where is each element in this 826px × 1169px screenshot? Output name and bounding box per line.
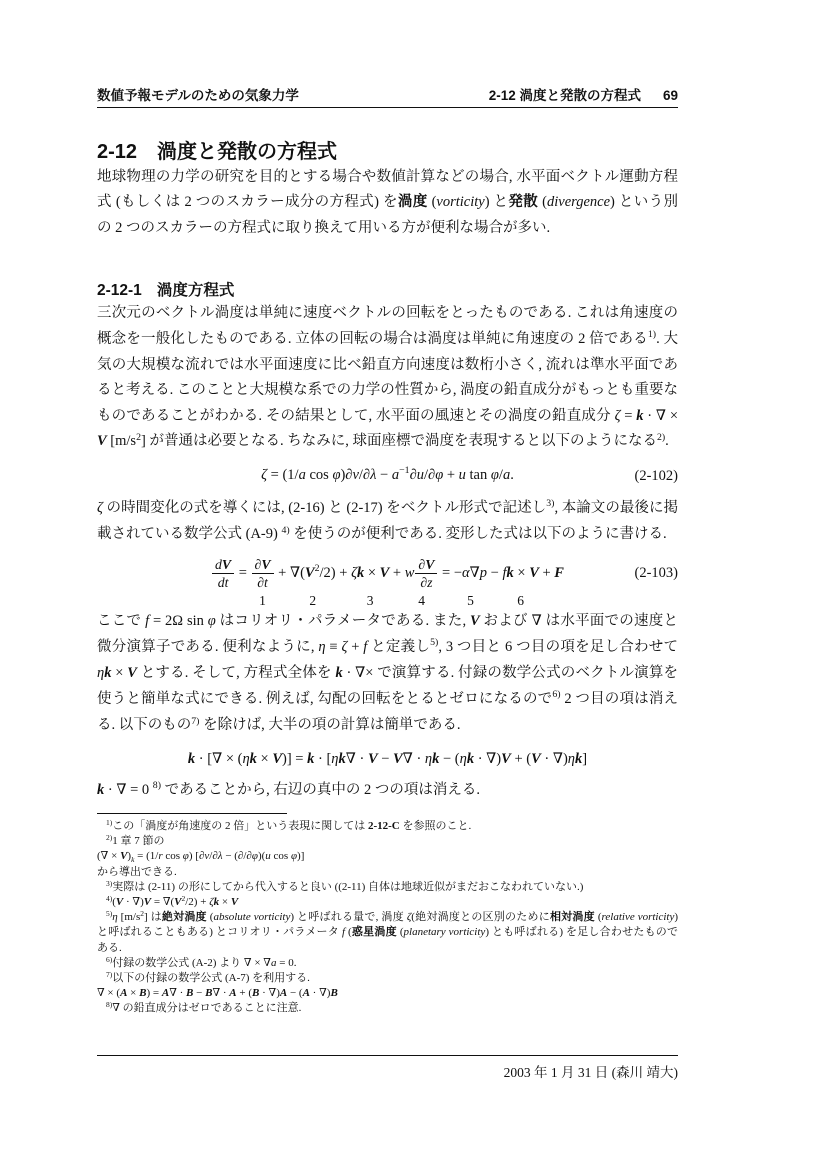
equation-term: − α ∇ p 5 xyxy=(453,564,488,609)
section-title xyxy=(97,139,678,165)
footnote-2-continuation: から導出できる. xyxy=(97,865,177,878)
equation-term: + xyxy=(389,564,405,581)
equation-2-102 xyxy=(97,463,678,489)
footnote-7: $^{7)}$以下の付録の数学公式 (A-7) を利用する. xyxy=(106,969,310,984)
footnote-6: $^{6)}$付録の数学公式 (A-2) より ∇ × ∇a = 0. xyxy=(106,954,297,969)
equation-term: + xyxy=(538,564,555,581)
paragraph-vorticity-concept: 三次元のベクトル渦度は単純に速度ベクトルの回転をとったものである. これは角速度の概念を一般化したものである. 立体の回転の場合は渦度は単純に角速度の 2 倍である$^{1)}$. 大気の大規模な流れでは水平面速度に比べ鉛直方向速度は数桁小さく, 流れは準水平面であると考える. このことと大規模な系での力学の性質から, 渦度の鉛直成分がもっとも重要なものであることがわかる. その結果として, 水平面の風速とその渦度の鉛直成分 ζ = k · ∇ × V $[m/s^2]$ が普通は必要となる. ちなみに, 球面座標で渦度を表現すると以下のようになる$^{2)}$. xyxy=(97,305,679,450)
running-head-section: 2-12 渦度と発散の方程式 xyxy=(488,88,641,103)
equation-2-102-body: ζ = (1/a $\cos \varphi)\partial v/\partial\lambda - a^{-1}\partial u/\partial\varphi + u$ tan φ/a. xyxy=(261,465,514,483)
equation-term: = xyxy=(438,564,454,581)
footnote-7-equation: ∇ × (A × B) = A∇ · B − B∇ · A + (B · ∇)A − (A · ∇)B xyxy=(97,987,338,1000)
equation-2-102-tag: (2-102) xyxy=(634,467,678,484)
paragraph-coriolis: ここで f = 2Ω sin φ はコリオリ・パラメータである. また, V および ∇ は水平面での速度と微分演算子である. 便利なように, η ≡ ζ + f と定義し$^{5)}$, 3 つ目と 6 つ目の項を足し合わせて ηk × V とする. そして, 方程式全体を k · ∇× で演算する. 付録の数学公式のベクトル演算を使うと簡単な式にできる. 例えば, 勾配の回転をとるとゼロになるので$^{6)}$ 2 つ目の項は消える. 以下のもの$^{7)}$ を除けば, 大半の項の計算は簡単である. xyxy=(97,613,679,734)
term-number: 5 xyxy=(467,593,474,609)
paragraph-intro: 地球物理の力学の研究を目的とする場合や数値計算などの場合, 水平面ベクトル運動方程式 (もしくは 2 つのスカラー成分の方程式) を渦度 (vorticity) と発散 (divergence) という別の 2 つのスカラーの方程式に取り換えて用いる方が便利な場合が多い. xyxy=(97,169,678,236)
footnote-5: $^{5)}$η $[m/s^2]$ は絶対渦度 (absolute vorticity) と呼ばれる量で, 渦度 ζ(絶対渦度との区別のために相対渦度 (relative vorticity) と呼ばれることもある) とコリオリ・パラメータ f (惑星渦度 (planetary vorticity) とも呼ばれる) を足し合わせたものである. xyxy=(97,909,679,954)
note-terms-vanish: k · ∇ = 0 $^{8)}$ であることから, 右辺の真中の 2 つの項は消える. xyxy=(97,780,480,798)
footnote-4: $^{4)}(V \cdot \nabla)V = \nabla(V^2/2) + \zeta k \times V$ xyxy=(106,893,239,908)
running-head-right xyxy=(489,88,678,103)
equation-term: ζ k × V 3 xyxy=(351,564,390,609)
footer-rule xyxy=(97,1055,678,1056)
footnote-2: $^{2)}$1 章 7 節の xyxy=(106,833,165,848)
equation-term: + xyxy=(274,564,290,581)
footnotes xyxy=(97,819,678,1017)
footer-date: 2003 年 1 月 31 日 (森川 靖大) xyxy=(503,1065,678,1080)
equation-term: $\frac{\partial V}{\partial t}$ 1 xyxy=(251,554,275,609)
term-number: 4 xyxy=(418,593,425,609)
section-number: 2-12 xyxy=(97,141,138,163)
running-header xyxy=(97,88,678,103)
term-number: 3 xyxy=(366,593,374,609)
text-column xyxy=(97,0,678,1017)
section-title-text: 渦度と発散の方程式 xyxy=(157,141,338,163)
subsection-number: 2-12-1 xyxy=(97,282,142,300)
equation-2-103 xyxy=(97,554,678,609)
term-number: 1 xyxy=(259,593,266,609)
footnote-1: $^{1)}$この「渦度が角速度の 2 倍」という表現に関しては 2-12-C を参照のこと. xyxy=(106,817,472,832)
equation-2-103-tag: (2-103) xyxy=(634,565,678,582)
equation-term: − xyxy=(487,564,503,581)
equation-term: $\frac{dV}{dt}$ xyxy=(211,554,235,609)
equation-term: w $\frac{\partial V}{\partial z}$ 4 xyxy=(405,554,439,609)
paragraph-derivation: ζ の時間変化の式を導くには, (2-16) と (2-17) をベクトル形式で記述し$^{3)}$, 本論文の最後に掲載されている数学公式 (A-9) $^{4)}$ を使うのが便利である. 変形した式は以下のように書ける. xyxy=(97,498,678,543)
term-number: 2 xyxy=(309,593,317,609)
equation-term: = xyxy=(235,564,251,581)
equation-term: ∇( V 2 /2) 2 xyxy=(289,562,336,609)
footnote-2-equation: (∇ × $V)_k = (1/r$ cos φ) [∂v/∂λ − (∂/∂φ)(u cos φ)] xyxy=(97,850,305,864)
equation-term: f k × V 6 xyxy=(502,564,539,609)
equation-term: F xyxy=(554,564,564,581)
page-number: 69 xyxy=(662,88,678,103)
footnote-rule xyxy=(97,813,287,814)
equation-term: + xyxy=(335,564,352,581)
footnote-3: $^{3)}$実際は (2-11) の形にしてから代入すると良い ((2-11) 自体は地球近似がまだおこなわれていない.) xyxy=(106,878,584,893)
subsection-title-text: 渦度方程式 xyxy=(156,282,235,300)
equation-vorticity-expansion xyxy=(97,747,678,771)
term-number: 6 xyxy=(517,593,525,609)
page-footer xyxy=(97,1055,678,1081)
header-rule xyxy=(97,107,678,108)
equation-vorticity-expansion-body: k · [∇ × (ηk × V)] = k · [ηk∇ · V − V∇ · ηk − (ηk · ∇)V + (V · ∇)ηk] xyxy=(187,750,588,767)
subsection-title xyxy=(97,281,678,301)
running-head-left: 数値予報モデルのための気象力学 xyxy=(97,88,299,103)
footnote-8: $^{8)}$∇ の鉛直成分はゼロであることに注意. xyxy=(106,1000,302,1015)
